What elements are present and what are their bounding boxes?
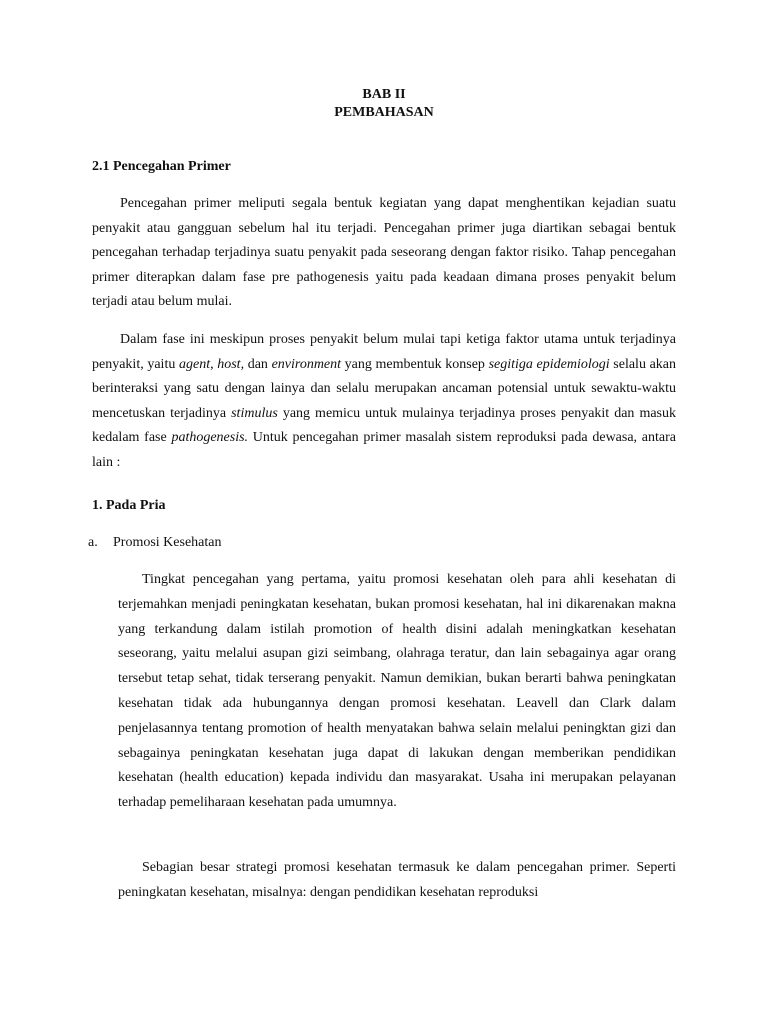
chapter-title <box>0 86 768 122</box>
paragraph-3: Tingkat pencegahan yang pertama, yaitu promosi kesehatan oleh para ahli kesehatan di terjemahkan menjadi peningkatan kesehatan, bukan promosi kesehatan, hal ini dikarenakan makna yang terkandung dalam istilah promotion of health disini adalah meningkatkan kesehatan seseorang, yaitu melalui asupan gizi seimbang, olahraga teratur, dan lain sebagainya agar orang tersebut tetap sehat, tidak terserang penyakit. Namun demikian, bukan berarti bahwa peningkatan kesehatan tidak ada hubungannya dengan promosi kesehatan. Leavell dan Clark dalam penjelasannya tentang promotion of health menyatakan bahwa selain melalui peningktan gizi dan sebagainya peningkatan kesehatan juga dapat di lakukan dengan memberikan pendidikan kesehatan (health education) kepada individu dan masyarakat. Usaha ini merupakan pelayanan terhadap pemeliharaan kesehatan pada umumnya. <box>118 572 676 811</box>
chapter-name: PEMBAHASAN <box>334 105 434 120</box>
term-pathogenesis: pathogenesis. <box>171 430 249 445</box>
paragraph-1: Pencegahan primer meliputi segala bentuk kegiatan yang dapat menghentikan kejadian suatu penyakit atau gangguan sebelum hal itu terjadi. Pencegahan primer juga diartikan sebagai bentuk pencegahan terhadap terjadinya suatu penyakit pada seseorang dengan faktor risiko. Tahap pencegahan primer diterapkan dalam fase pre pathogenesis yaitu pada keadaan dimana proses penyakit belum terjadi atau belum mulai. <box>92 196 676 309</box>
paragraph-2-text: selalu akan berinteraksi yang satu dengan lainya dan selalu merupakan ancaman potensial untuk sewaktu-waktu mencetuskan terjadinya <box>92 356 677 421</box>
chapter-number: BAB II <box>362 87 406 102</box>
paragraph-2-text: yang memicu untuk mulainya terjadinya proses penyakit dan masuk kedalam fase <box>92 405 677 445</box>
term-agent: agent <box>178 356 211 372</box>
list-item-label: Promosi Kesehatan <box>113 535 222 550</box>
section-heading: 2.1 Pencegahan Primer <box>92 159 231 174</box>
paragraph-2-text: Untuk pencegahan primer masalah sistem reproduksi pada dewasa, antara lain : <box>92 430 676 470</box>
paragraph-4: Sebagian besar strategi promosi kesehatan termasuk ke dalam pencegahan primer. Seperti peningkatan kesehatan, misalnya: dengan pendidikan kesehatan reproduksi <box>118 860 676 900</box>
paragraph-2-text: dan <box>244 356 272 372</box>
term-host: host, <box>217 356 245 372</box>
term-segitiga-epidemiologi: segitiga epidemiologi <box>488 356 610 372</box>
paragraph-2-text: yang membentuk konsep <box>341 356 489 372</box>
paragraph-2-text: , <box>210 356 218 372</box>
paragraph-2-text: Dalam fase ini meskipun proses penyakit belum mulai tapi ketiga faktor utama untuk terjadinya penyakit, yaitu <box>92 332 676 372</box>
term-environment: environment <box>271 356 342 372</box>
subsection-heading: 1. Pada Pria <box>92 498 166 513</box>
paragraph-2 <box>92 328 676 475</box>
list-marker: a. <box>88 535 98 550</box>
list-item-promosi-kesehatan <box>88 534 221 552</box>
term-stimulus: stimulus <box>231 405 278 421</box>
